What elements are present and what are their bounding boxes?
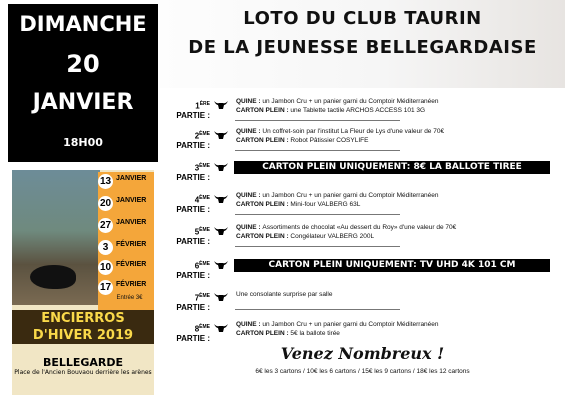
- poster-date-item: 10 FÉVRIER: [99, 261, 147, 273]
- separator: [235, 120, 400, 121]
- poster-date-item: 17 FÉVRIER: [99, 281, 147, 293]
- poster-date-item: 27 JANVIER: [99, 219, 147, 231]
- title-line-1: LOTO DU CLUB TAURIN: [243, 8, 482, 29]
- page-title: [160, 8, 565, 58]
- date-month: JANVIER: [32, 90, 134, 115]
- bull-icon: [214, 130, 228, 140]
- partie-label: 8ÈME PARTIE :: [176, 324, 210, 343]
- encierros-poster: [12, 170, 154, 395]
- partie-label: 1ÈRE PARTIE :: [176, 101, 210, 120]
- poster-date-item: 13 JANVIER: [99, 175, 147, 187]
- bull-icon: [214, 100, 228, 110]
- poster-dates: [98, 172, 154, 310]
- bull-silhouette: [30, 265, 76, 289]
- bull-icon: [214, 323, 228, 333]
- partie-label: 2ÈME PARTIE :: [176, 131, 210, 150]
- partie-label: 6ÈME PARTIE :: [176, 261, 210, 280]
- partie-desc: QUINE : Un coffret-soin par l'institut La Fleur de Lys d'une valeur de 70€ CARTON PLEIN : Robot Pâtissier COSYLIFE: [236, 128, 445, 144]
- date-number: 20: [66, 50, 100, 78]
- partie-label: 7ÈME PARTIE :: [176, 293, 210, 312]
- separator: [235, 214, 400, 215]
- partie-desc: QUINE : un Jambon Cru + un panier garni du Comptoir Méditerranéen CARTON PLEIN : 5€ la ballote tirée: [236, 321, 439, 337]
- carton-plein-bar: CARTON PLEIN UNIQUEMENT: TV UHD 4K 101 CM: [234, 259, 550, 272]
- partie-label: 3ÈME PARTIE :: [176, 163, 210, 182]
- partie-desc: QUINE : un Jambon Cru + un panier garni du Comptoir Méditerranéen CARTON PLEIN : une Tablette tactile ARCHOS ACCESS 101 3G: [236, 98, 439, 114]
- venez-nombreux: Venez Nombreux !: [280, 344, 445, 363]
- partie-desc: Une consolante surprise par salle: [236, 291, 333, 298]
- poster-entree: Entrée 3€: [116, 295, 143, 301]
- left-column: [0, 0, 160, 400]
- bull-icon: [214, 194, 228, 204]
- separator: [235, 246, 400, 247]
- date-time: 18H00: [63, 136, 103, 149]
- partie-label: 4ÈME PARTIE :: [176, 195, 210, 214]
- bull-icon: [214, 292, 228, 302]
- price-list: 6€ les 3 cartons / 10€ les 6 cartons / 15€ les 9 cartons / 18€ les 12 cartons: [255, 368, 470, 375]
- date-box: [8, 4, 158, 162]
- bull-icon: [214, 260, 228, 270]
- title-line-2: DE LA JEUNESSE BELLEGARDAISE: [188, 37, 537, 58]
- partie-label: 5ÈME PARTIE :: [176, 227, 210, 246]
- carton-plein-bar: CARTON PLEIN UNIQUEMENT: 8€ LA BALLOTE TIREE: [234, 161, 550, 174]
- poster-title: ENCIERROS D'HIVER 2019 BELLEGARDE Place de l'Ancien Bouvaou derrière les arènes: [12, 310, 154, 376]
- partie-desc: QUINE : Assortiments de chocolat «Au dessert du Roy» d'une valeur de 70€ CARTON PLEIN : Congélateur VALBERG 200L: [236, 224, 457, 240]
- partie-desc: QUINE : un Jambon Cru + un panier garni du Comptoir Méditerranéen CARTON PLEIN : Mini-four VALBERG 63L: [236, 192, 439, 208]
- poster-date-item: 20 JANVIER: [99, 197, 147, 209]
- separator: [235, 309, 400, 310]
- bull-icon: [214, 226, 228, 236]
- poster-date-item: 3 FÉVRIER: [98, 240, 154, 260]
- bull-icon: [214, 162, 228, 172]
- separator: [235, 150, 400, 151]
- date-day: DIMANCHE: [19, 12, 147, 36]
